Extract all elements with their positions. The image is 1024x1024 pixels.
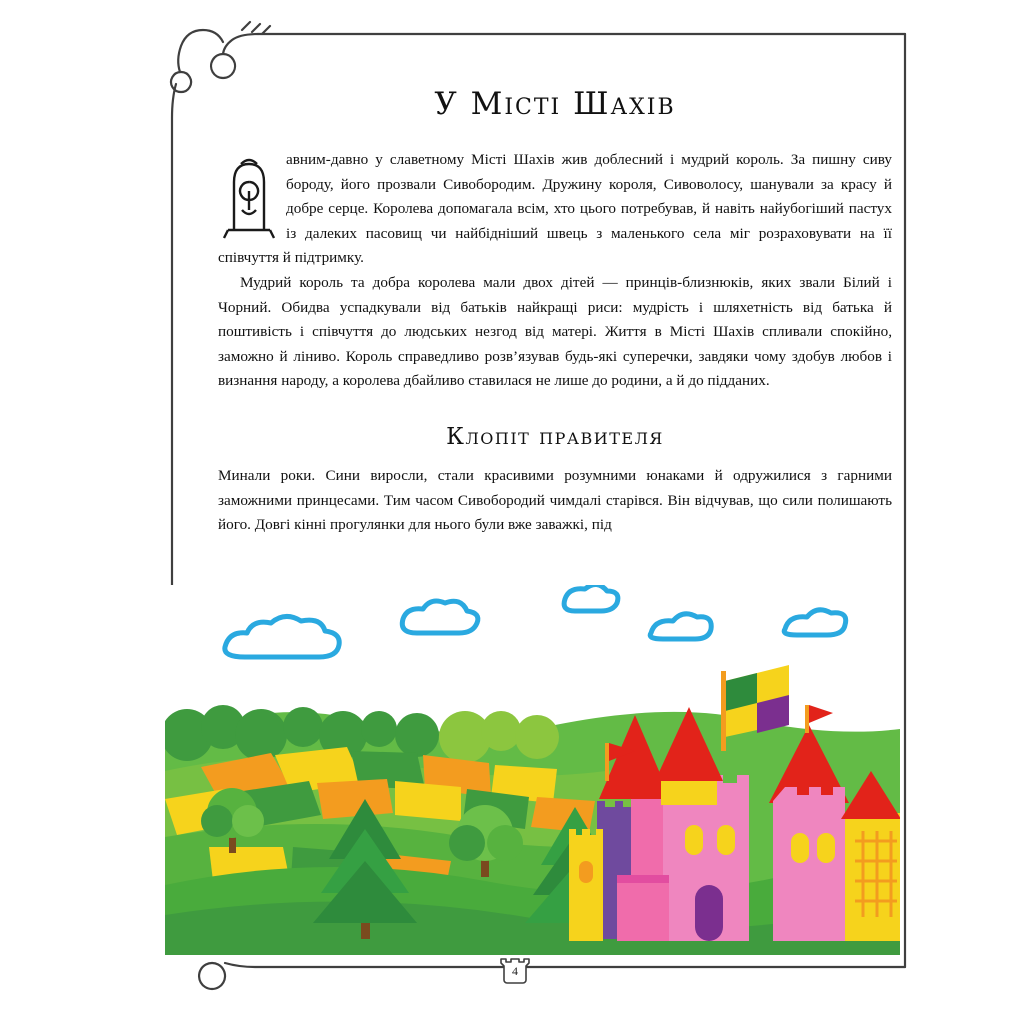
chapter-title: У Місті Шахів (434, 86, 676, 122)
section-paragraph-1: Минали роки. Сини виросли, стали красивими розумними юнаками й одружилися з гарними заможними принцесами. Тим часом Сивобородий чимдалі старівся. Він відчував, що сили полишають його. Довгі кінні прогулянки для нього були вже заважкі, під (218, 466, 892, 534)
page-number-badge (497, 955, 533, 985)
first-paragraph-block (218, 148, 892, 271)
paragraph-1: авним-давно у славетному Місті Шахів жив доблесний і мудрий король. За пишну сиву бороду, його прозвали Сивобородим. Дружину короля, Сивоволосу, шанували за красу й добре серце. Королева допомагала всім, хто цього потребував, й навіть найубогіший пастух із далеких пасовищ чи найбідніший швець з маленького села міг розраховувати на її співчуття й підтримку. (218, 151, 892, 267)
chess-city-landscape-illustration (165, 585, 900, 955)
drop-cap-glyph (218, 152, 280, 240)
drop-cap-letter (218, 152, 280, 238)
section-title: Клопіт правителя (446, 423, 664, 450)
paragraph-2: Мудрий король та добра королева мали двох дітей — принців-близнюків, яких звали Білий і Чорний. Обидва успадкували від батьків найкращі риси: мудрість і шляхетність від батька й поштивість і співчуття до людських незгод від матері. Життя в Місті Шахів спливали спокійно, заможно й лінивo. Король справедливо розв’язував будь-які суперечки, завдяки чому здобув любов і визнання народу, а королева дбайливо ставилася не лише до родини, а й до підданих. (218, 273, 892, 390)
page-text-column (218, 86, 892, 538)
page-number-text: 4 (512, 964, 518, 978)
